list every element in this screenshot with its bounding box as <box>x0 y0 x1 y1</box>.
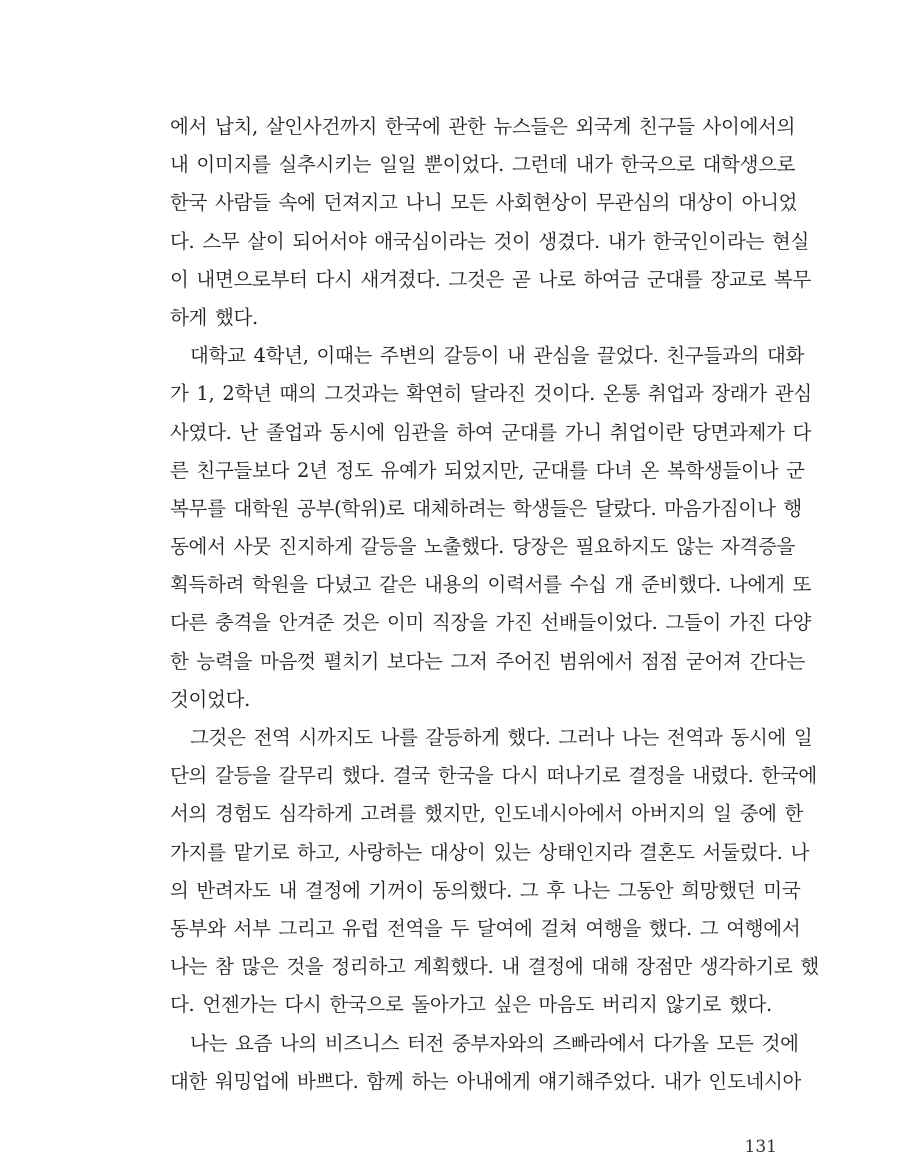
text-line: 에서 납치, 살인사건까지 한국에 관한 뉴스들은 외국계 친구들 사이에서의 <box>170 115 796 138</box>
text-line: 가지를 맡기로 하고, 사랑하는 대상이 있는 상태인지라 결혼도 서둘렀다. 나 <box>170 840 809 864</box>
text-line: 것이었다. <box>170 687 251 711</box>
body-text <box>170 108 819 1101</box>
text-line: 한국 사람들 속에 던져지고 나니 모든 사회현상이 무관심의 대상이 아니었 <box>170 191 798 215</box>
text-line: 이 내면으로부터 다시 새겨졌다. 그것은 곧 나로 하여금 군대를 장교로 복무 <box>170 267 811 291</box>
text-line: 다. 언젠가는 다시 한국으로 돌아가고 싶은 마음도 버리지 않기로 했다. <box>170 993 772 1017</box>
text-line: 서의 경험도 심각하게 고려를 했지만, 인도네시아에서 아버지의 일 중에 한 <box>170 802 804 826</box>
text-line: 하게 했다. <box>170 305 258 329</box>
text-line: 동부와 서부 그리고 유럽 전역을 두 달여에 걸쳐 여행을 했다. 그 여행에서 <box>170 916 801 940</box>
text-line: 가 1, 2학년 때의 그것과는 확연히 달라진 것이다. 온통 취업과 장래가 관심 <box>170 382 812 406</box>
text-line: 획득하려 학원을 다녔고 같은 내용의 이력서를 수십 개 준비했다. 나에게 또 <box>170 573 811 597</box>
text-line: 나는 참 많은 것을 정리하고 계획했다. 내 결정에 대해 장점만 생각하기로 했 <box>170 955 819 979</box>
text-line: 내 이미지를 실추시키는 일일 뿐이었다. 그런데 내가 한국으로 대학생으로 <box>170 153 796 177</box>
text-line: 대한 워밍업에 바쁘다. 함께 하는 아내에게 얘기해주었다. 내가 인도네시아 <box>170 1069 802 1093</box>
text-line: 다른 충격을 안겨준 것은 이미 직장을 가진 선배들이었다. 그들이 가진 다양 <box>170 611 811 635</box>
page-number: 131 <box>744 1137 777 1157</box>
text-line: 다. 스무 살이 되어서야 애국심이라는 것이 생겼다. 내가 한국인이라는 현실 <box>170 229 809 253</box>
paragraph-start-line: 그것은 전역 시까지도 나를 갈등하게 했다. 그러나 나는 전역과 동시에 일 <box>190 726 813 749</box>
text-line: 사였다. 난 졸업과 동시에 임관을 하여 군대를 가니 취업이란 당면과제가 다 <box>170 420 811 444</box>
text-line: 단의 갈등을 갈무리 했다. 결국 한국을 다시 떠나기로 결정을 내렸다. 한국에 <box>170 764 817 788</box>
text-line: 의 반려자도 내 결정에 기꺼이 동의했다. 그 후 나는 그동안 희망했던 미국 <box>170 878 801 902</box>
text-line: 한 능력을 마음껏 펼치기 보다는 그저 주어진 범위에서 점점 굳어져 간다는 <box>170 649 806 673</box>
paragraph-start-line: 나는 요즘 나의 비즈니스 터전 중부자와의 즈빠라에서 다가올 모든 것에 <box>190 1031 799 1055</box>
text-line: 른 친구들보다 2년 정도 유예가 되었지만, 군대를 다녀 온 복학생들이나 군 <box>170 458 805 482</box>
paragraph-start-line: 대학교 4학년, 이때는 주변의 갈등이 내 관심을 끌었다. 친구들과의 대화 <box>190 344 805 368</box>
text-line: 동에서 사뭇 진지하게 갈등을 노출했다. 당장은 필요하지도 않는 자격증을 <box>170 535 796 559</box>
text-line: 복무를 대학원 공부(학위)로 대체하려는 학생들은 달랐다. 마음가짐이나 행 <box>170 496 802 520</box>
